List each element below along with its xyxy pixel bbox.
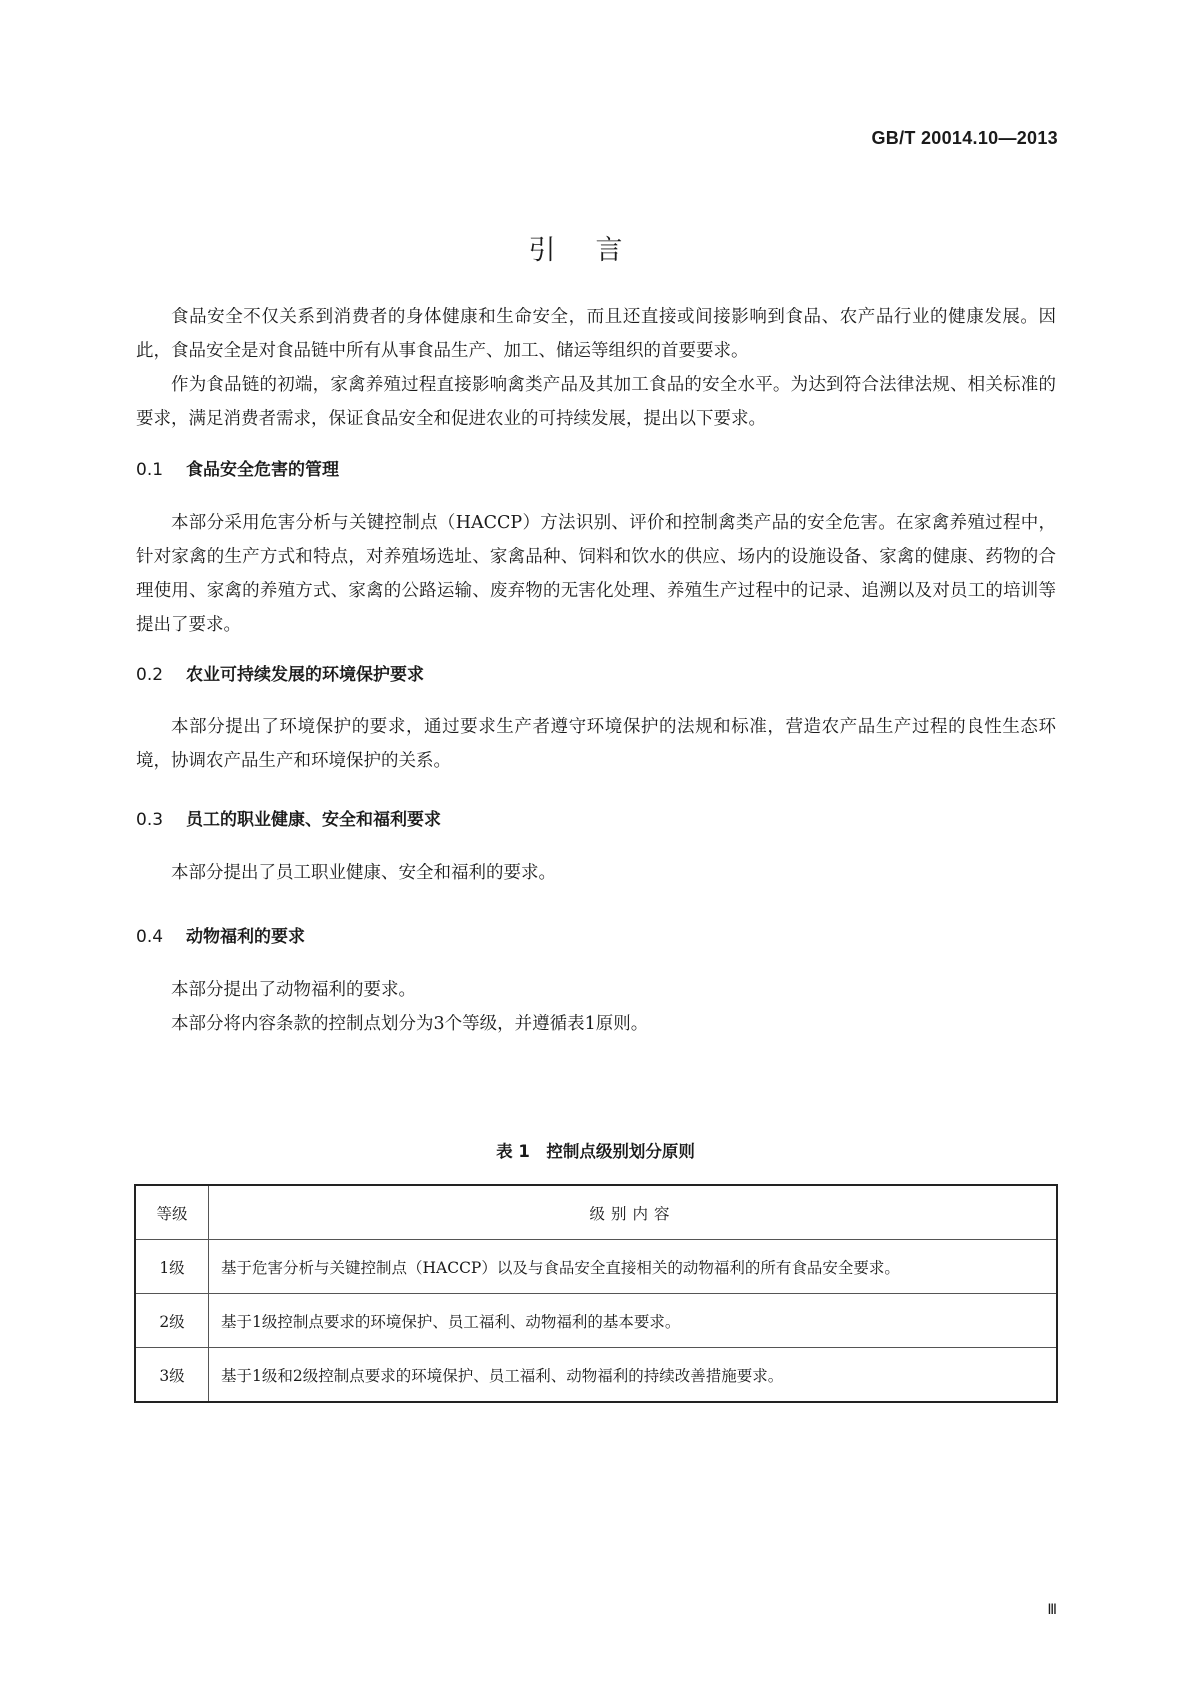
section-title: 员工的职业健康、安全和福利要求 [186, 810, 441, 830]
section-paragraph: 本部分提出了动物福利的要求。 [171, 980, 416, 1000]
table-cell-level: 1级 [135, 1240, 209, 1294]
section-heading-0-4 [136, 922, 305, 947]
section-paragraph: 本部分提出了环境保护的要求，通过要求生产者遵守环境保护的法规和标准，营造农产品生产过程的良性生态环境，协调农产品生产和环境保护的关系。 [136, 717, 1056, 771]
section-title: 动物福利的要求 [186, 927, 305, 947]
table-row [135, 1240, 1057, 1294]
table-caption: 表 1 控制点级别划分原则 [496, 1142, 695, 1161]
table-row [135, 1348, 1057, 1403]
page-title: 引言 [528, 235, 663, 266]
section-body-0-3 [136, 856, 1056, 890]
control-point-table [134, 1184, 1058, 1403]
table-cell-content: 基于危害分析与关键控制点（HACCP）以及与食品安全直接相关的动物福利的所有食品安全要求。 [209, 1240, 1058, 1294]
table-header-cell: 等级 [135, 1185, 209, 1240]
section-paragraph: 本部分将内容条款的控制点划分为3个等级，并遵循表1原则。 [171, 1014, 649, 1034]
section-number: 0.4 [136, 927, 164, 947]
table-header-cell: 级别内容 [209, 1185, 1058, 1240]
section-heading-0-3 [136, 805, 441, 830]
section-paragraph: 本部分提出了员工职业健康、安全和福利的要求。 [171, 863, 556, 883]
section-title: 食品安全危害的管理 [186, 460, 339, 480]
section-heading-0-2 [136, 660, 424, 685]
section-number: 0.1 [136, 460, 164, 480]
table-cell-level: 2级 [135, 1294, 209, 1348]
section-body-0-2 [136, 710, 1056, 778]
standard-code: GB/T 20014.10—2013 [871, 128, 1058, 148]
intro-paragraph: 食品安全不仅关系到消费者的身体健康和生命安全，而且还直接或间接影响到食品、农产品行业的健康发展。因此，食品安全是对食品链中所有从事食品生产、加工、储运等组织的首要要求。 [136, 307, 1056, 361]
section-title: 农业可持续发展的环境保护要求 [186, 665, 424, 685]
section-number: 0.2 [136, 665, 164, 685]
table-cell-level: 3级 [135, 1348, 209, 1403]
intro-paragraph: 作为食品链的初端，家禽养殖过程直接影响禽类产品及其加工食品的安全水平。为达到符合法律法规、相关标准的要求，满足消费者需求，保证食品安全和促进农业的可持续发展，提出以下要求。 [136, 375, 1056, 429]
section-paragraph: 本部分采用危害分析与关键控制点（HACCP）方法识别、评价和控制禽类产品的安全危害。在家禽养殖过程中，针对家禽的生产方式和特点，对养殖场选址、家禽品种、饲料和饮水的供应、场内的设施设备、家禽的健康、药物的合理使用、家禽的养殖方式、家禽的公路运输、废弃物的无害化处理、养殖生产过程中的记录、追溯以及对员工的培训等提出了要求。 [136, 513, 1056, 635]
section-body-0-4 [136, 973, 1056, 1041]
page-number: Ⅲ [1047, 1602, 1057, 1618]
table-row [135, 1294, 1057, 1348]
intro-block [136, 300, 1056, 436]
table-cell-content: 基于1级控制点要求的环境保护、员工福利、动物福利的基本要求。 [209, 1294, 1058, 1348]
section-number: 0.3 [136, 810, 164, 830]
table-cell-content: 基于1级和2级控制点要求的环境保护、员工福利、动物福利的持续改善措施要求。 [209, 1348, 1058, 1403]
section-body-0-1 [136, 506, 1056, 642]
table-header-row [135, 1185, 1057, 1240]
section-heading-0-1 [136, 455, 339, 480]
